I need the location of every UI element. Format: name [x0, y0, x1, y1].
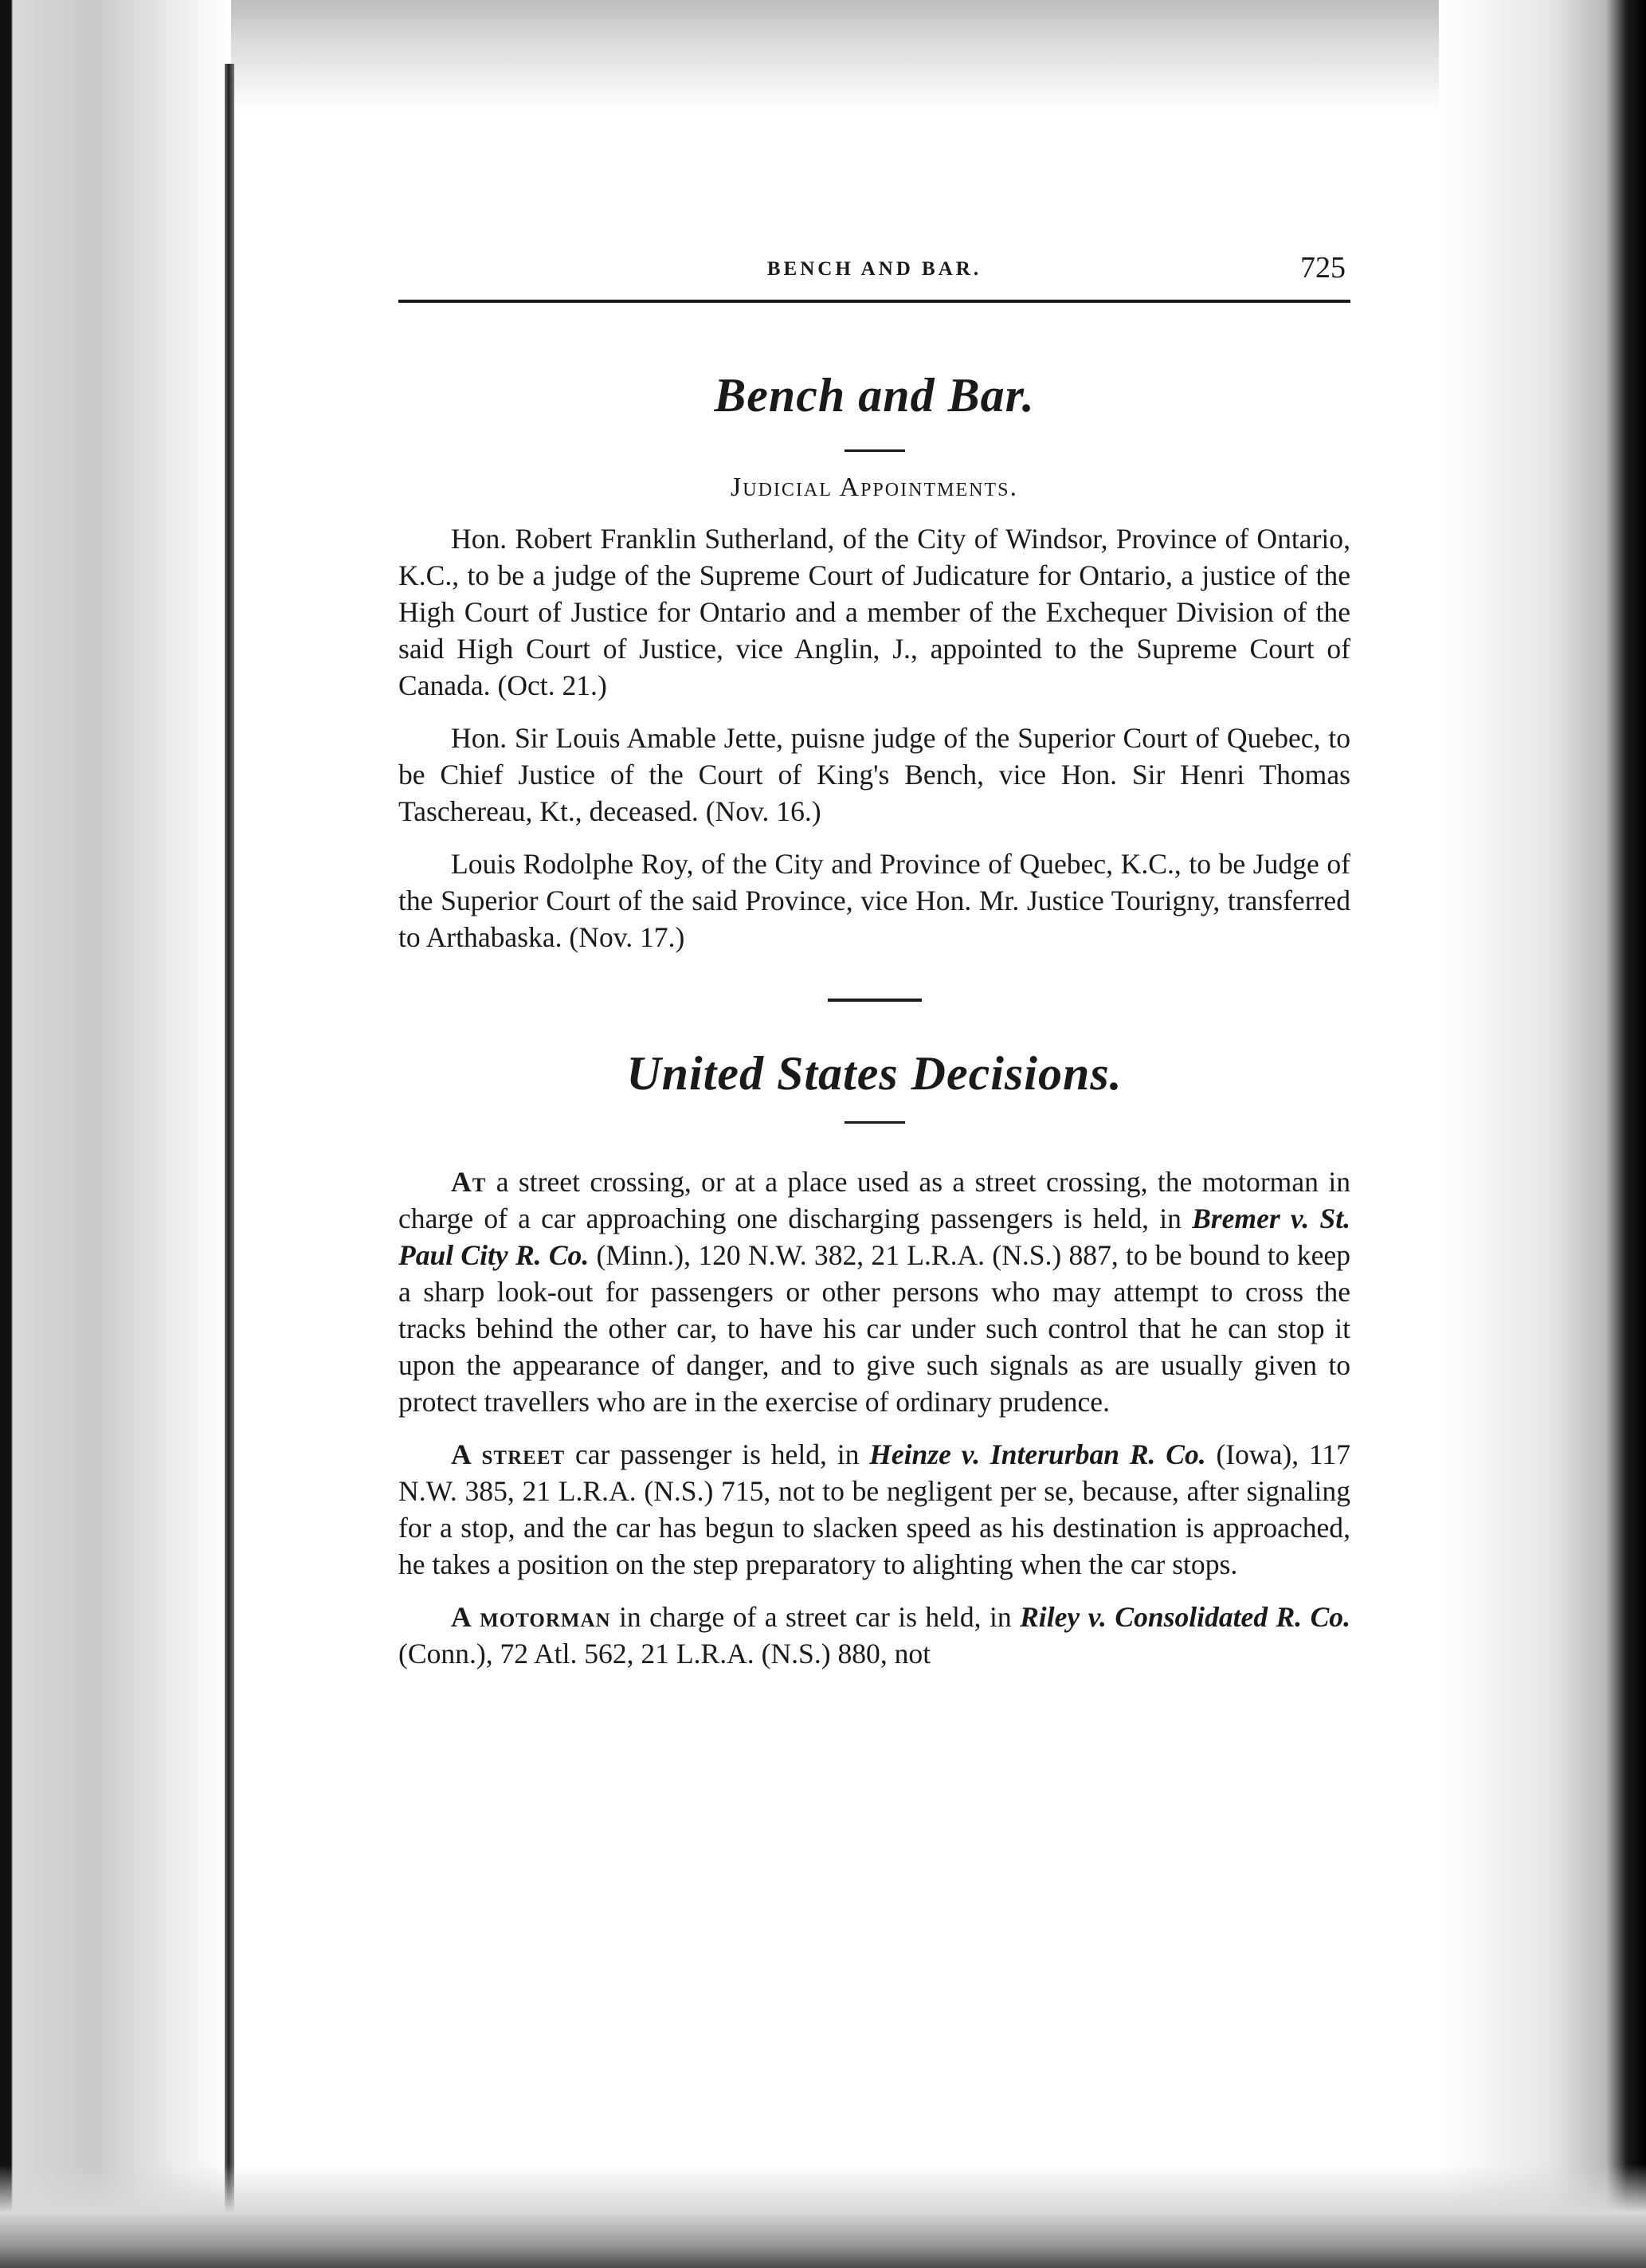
- case-name: Bremer v. St. Paul City R. Co.: [398, 1203, 1350, 1271]
- book-page: [398, 247, 1350, 1672]
- paragraph-text: (Iowa), 117 N.W. 385, 21 L.R.A. (N.S.) 715, not to be negligent per se, because, after signaling for a stop, and the car has begun to slacken speed as his destination is approached, he takes a position on the step preparatory to alighting when the car stops.: [398, 1438, 1350, 1580]
- subheading-judicial-appointments: Judicial Appointments.: [731, 473, 1018, 502]
- scan-bottom-edge: [0, 2164, 1646, 2268]
- appointment-paragraph-2: Hon. Sir Louis Amable Jette, puisne judge of the Superior Court of Quebec, to be Chief Justice of the Court of King's Bench, vice Hon. Sir Henri Thomas Taschereau, Kt., deceased. (Nov. 16.): [398, 722, 1350, 827]
- section-title-bench-and-bar: Bench and Bar.: [714, 369, 1035, 422]
- page-number: 725: [1300, 251, 1346, 284]
- scan-binding-shadow: [225, 64, 234, 2215]
- paragraph-text: (Conn.), 72 Atl. 562, 21 L.R.A. (N.S.) 880, not: [398, 1638, 931, 1670]
- appointment-paragraph-3: Louis Rodolphe Roy, of the City and Province of Quebec, K.C., to be Judge of the Superior Court of the said Province, vice Hon. Mr. Justice Tourigny, transferred to Arthabaska. (Nov. 17.): [398, 848, 1350, 953]
- paragraph-text: in charge of a street car is held, in: [610, 1601, 1021, 1633]
- decision-paragraph-2: [398, 1436, 1350, 1583]
- lead-words: A street: [451, 1438, 566, 1470]
- case-name: Heinze v. Interurban R. Co.: [869, 1438, 1206, 1470]
- running-title: BENCH AND BAR.: [766, 258, 982, 280]
- decision-paragraph-1: [398, 1163, 1350, 1420]
- case-name: Riley v. Consolidated R. Co.: [1020, 1601, 1350, 1633]
- section-title-united-states-decisions: United States Decisions.: [626, 1047, 1123, 1100]
- running-header: [398, 247, 1350, 303]
- paragraph-text: a street crossing, or at a place used as a street crossing, the motorman in charge of a car approaching one discharging passengers is held, in: [398, 1166, 1350, 1234]
- paragraph-text: car passenger is held, in: [565, 1438, 870, 1470]
- scan-right-edge: [1439, 0, 1646, 2268]
- scan-left-edge: [0, 0, 231, 2268]
- lead-words: At: [451, 1166, 487, 1198]
- paragraph-text: (Minn.), 120 N.W. 382, 21 L.R.A. (N.S.) 887, to be bound to keep a sharp look-out for passengers or other persons who may attempt to cross the tracks behind the other car, to have his car under such control that he can stop it upon the appearance of danger, and to give such signals as are usually given to protect travellers who are in the exercise of ordinary prudence.: [398, 1239, 1350, 1418]
- lead-words: A motorman: [451, 1601, 611, 1633]
- appointment-paragraph-1: Hon. Robert Franklin Sutherland, of the City of Windsor, Province of Ontario, K.C., to be a judge of the Supreme Court of Judicature for Ontario, a justice of the High Court of Justice for Ontario and a member of the Exchequer Division of the said High Court of Justice, vice Anglin, J., appointed to the Supreme Court of Canada. (Oct. 21.): [398, 523, 1350, 701]
- scan-top-edge: [0, 0, 1646, 112]
- decision-paragraph-3: [398, 1599, 1350, 1672]
